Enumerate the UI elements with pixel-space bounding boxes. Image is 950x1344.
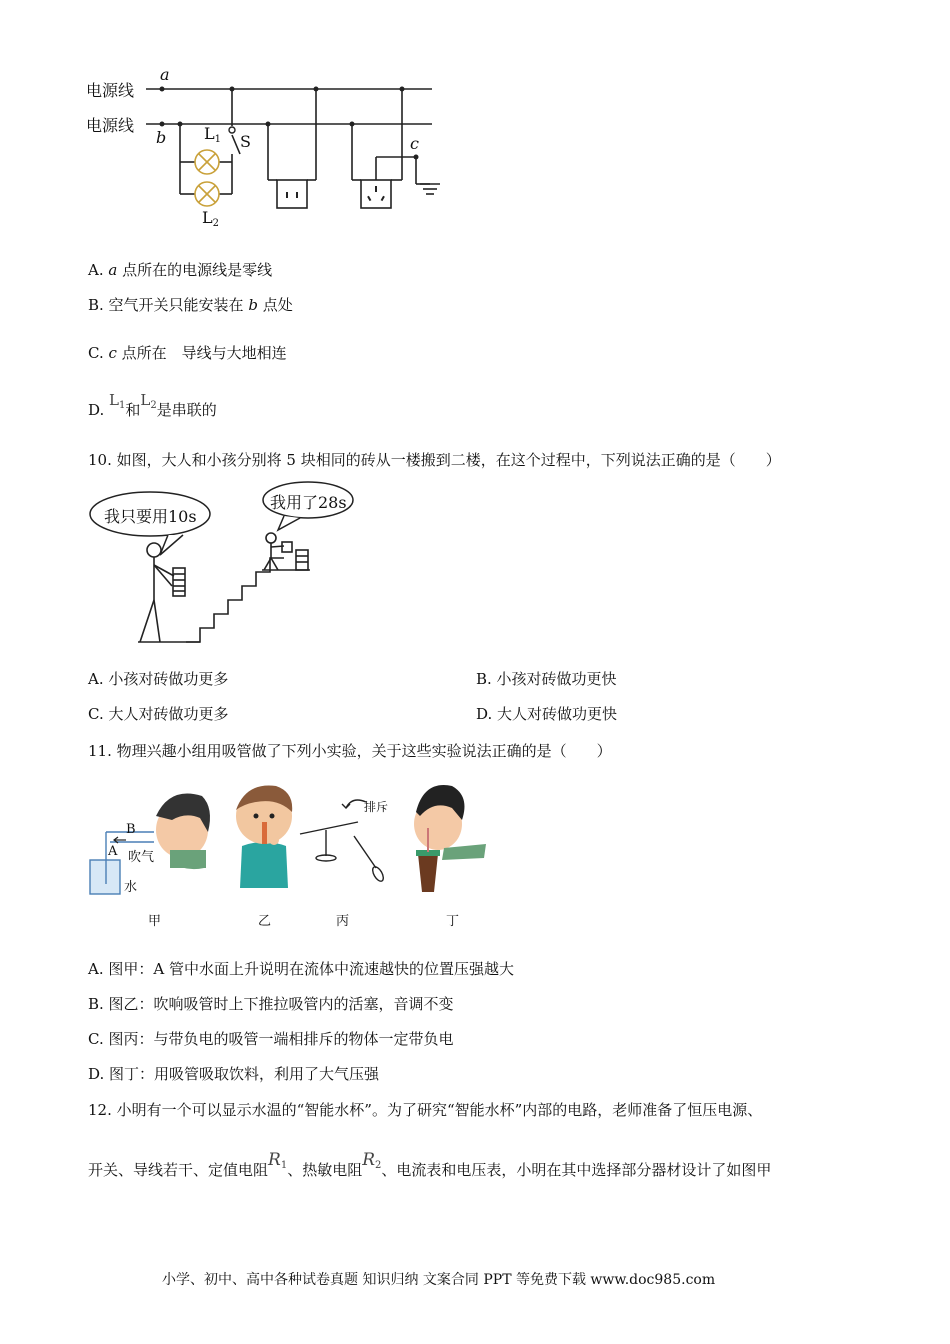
q11-option-a: A. 图甲：A 管中水面上升说明在流体中流速越快的位置压强越大: [88, 960, 514, 978]
water-label: 水: [124, 880, 138, 895]
lamp2-label: $L_2$: [202, 208, 219, 229]
caption-jia: 甲: [148, 914, 162, 929]
q11-option-d: D. 图丁：用吸管吸取饮料，利用了大气压强: [88, 1065, 380, 1083]
q11-option-c: C. 图丙：与带负电的吸管一端相排斥的物体一定带负电: [88, 1030, 454, 1048]
q12-line1: 12. 小明有一个可以显示水温的“智能水杯”。为了研究“智能水杯”内部的电路，老师准备了恒压电源、: [88, 1101, 763, 1119]
circuit-diagram: [80, 62, 460, 237]
q12-line2: 开关、导线若干、定值电阻$R^1$、热敏电阻$R^2$、电流表和电压表，小明在其中选择部分器材设计了如图甲: [88, 1150, 772, 1179]
point-c-label: c: [410, 134, 419, 153]
power-wire-label-a: 电源线: [86, 81, 135, 100]
q10-option-b: B. 小孩对砖做功更快: [476, 670, 617, 688]
q10-option-a: A. 小孩对砖做功更多: [88, 670, 229, 688]
straw-experiments-figure: [86, 772, 506, 932]
page-footer: 小学、初中、高中各种试卷真题 知识归纳 文案合同 PPT 等免费下载 www.doc985.com: [162, 1272, 716, 1288]
child-speech-bubble: 我用了28s: [270, 493, 347, 512]
power-wire-label-b: 电源线: [86, 116, 135, 135]
adult-speech-bubble: 我只要用10s: [104, 507, 197, 526]
switch-label: S: [240, 132, 251, 151]
caption-yi: 乙: [258, 914, 272, 929]
q11-option-b: B. 图乙：吹响吸管时上下推拉吸管内的活塞，音调不变: [88, 995, 454, 1013]
repel-label: 排斥: [364, 800, 389, 814]
q9-option-b: B. 空气开关只能安装在 b 点处: [88, 296, 293, 314]
q9-option-a: A. a 点所在的电源线是零线: [88, 261, 273, 279]
tube-b-label: B: [126, 822, 136, 837]
q10-stem: 10. 如图，大人和小孩分别将 5 块相同的砖从一楼搬到二楼，在这个过程中，下列说法正确的是（ ）: [88, 451, 781, 469]
stairs-figure: [88, 480, 368, 650]
caption-bing: 丙: [336, 914, 350, 929]
blow-label: 吹气: [128, 850, 155, 865]
lamp1-label: $L_1$: [204, 124, 221, 145]
caption-ding: 丁: [446, 914, 460, 929]
point-b-label: b: [156, 128, 167, 147]
q10-option-d: D. 大人对砖做功更快: [476, 705, 618, 723]
q11-stem: 11. 物理兴趣小组用吸管做了下列小实验，关于这些实验说法正确的是（ ）: [88, 742, 612, 760]
q9-option-c: C. c 点所在 导线与大地相连: [88, 344, 287, 362]
q9-option-d: D. $L^1$和$L^2$是串联的: [88, 391, 217, 419]
q10-option-c: C. 大人对砖做功更多: [88, 705, 229, 723]
tube-a-label: A: [108, 844, 118, 859]
point-a-label: a: [160, 65, 170, 84]
